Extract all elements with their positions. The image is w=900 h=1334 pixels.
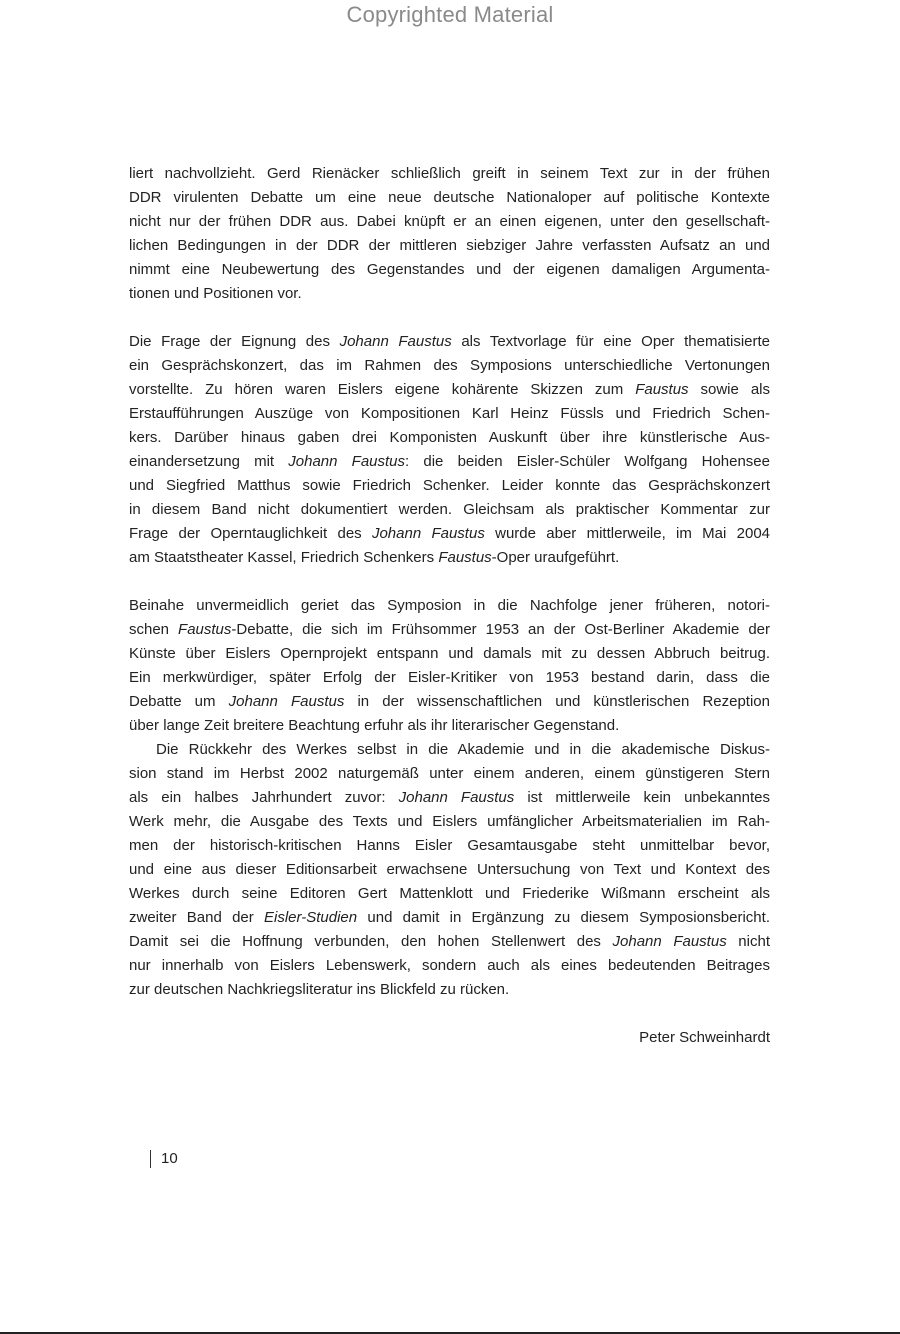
paragraph	[129, 594, 770, 738]
text-line: nicht nur der frühen DDR aus. Dabei knüpft er an einen eigenen, unter den gesellschaft-	[129, 213, 770, 230]
text-line: lichen Bedingungen in der DDR der mittleren siebziger Jahre verfassten Aufsatz an und	[129, 237, 770, 254]
text-line: vorstellte. Zu hören waren Eislers eigene kohärente Skizzen zum Faustus sowie als	[129, 381, 770, 398]
text-line: Ein merkwürdiger, später Erfolg der Eisler-Kritiker von 1953 bestand darin, dass die	[129, 669, 770, 686]
text-line: Werk mehr, die Ausgabe des Texts und Eislers umfänglicher Arbeitsmaterialien im Rah-	[129, 813, 770, 830]
folio-rule	[150, 1150, 151, 1168]
text-line: in diesem Band nicht dokumentiert werden. Gleichsam als praktischer Kommentar zur	[129, 501, 770, 518]
body-text	[129, 162, 770, 1002]
text-line: Erstaufführungen Auszüge von Kompositionen Karl Heinz Füssls und Friedrich Schen-	[129, 405, 770, 422]
text-line: nur innerhalb von Eislers Lebenswerk, sondern auch als eines bedeutenden Beitrages	[129, 957, 770, 974]
italic-title: Johann Faustus	[398, 789, 515, 806]
author-signature: Peter Schweinhardt	[639, 1029, 770, 1046]
text-line: und Siegfried Matthus sowie Friedrich Schenker. Leider konnte das Gesprächskonzert	[129, 477, 770, 494]
italic-title: Johann Faustus	[228, 693, 345, 710]
paragraph-gap	[129, 306, 770, 330]
text-line: kers. Darüber hinaus gaben drei Komponisten Auskunft über ihre künstlerische Aus-	[129, 429, 770, 446]
paragraph-gap	[129, 570, 770, 594]
paragraph	[129, 738, 770, 1002]
text-line: sion stand im Herbst 2002 naturgemäß unter einem anderen, einem günstigeren Stern	[129, 765, 770, 782]
text-line: und eine aus dieser Editionsarbeit erwachsene Untersuchung von Text und Kontext des	[129, 861, 770, 878]
italic-title: Johann Faustus	[371, 525, 485, 542]
page-footer	[150, 1147, 178, 1171]
text-line: men der historisch-kritischen Hanns Eisler Gesamtausgabe steht unmittelbar bevor,	[129, 837, 770, 854]
text-line: Damit sei die Hoffnung verbunden, den hohen Stellenwert des Johann Faustus nicht	[129, 933, 770, 950]
text-line: über lange Zeit breitere Beachtung erfuhr als ihr literarischer Gegenstand.	[129, 717, 620, 734]
text-line: zweiter Band der Eisler-Studien und damit in Ergänzung zu diesem Symposionsbericht.	[129, 909, 770, 926]
italic-title: Eisler-Studien	[264, 909, 358, 926]
paragraph	[129, 330, 770, 570]
text-line: liert nachvollzieht. Gerd Rienäcker schließlich greift in seinem Text zur in der frühen	[129, 165, 770, 182]
italic-title: Johann Faustus	[339, 333, 452, 350]
text-line: Die Rückkehr des Werkes selbst in die Akademie und in die akademische Diskus-	[156, 741, 770, 758]
text-line: Debatte um Johann Faustus in der wissenschaftlichen und künstlerischen Rezeption	[129, 693, 770, 710]
text-line: nimmt eine Neubewertung des Gegenstandes und der eigenen damaligen Argumenta-	[129, 261, 770, 278]
text-line: Werkes durch seine Editoren Gert Mattenklott und Friederike Wißmann erscheint als	[129, 885, 770, 902]
text-line: schen Faustus-Debatte, die sich im Frühsommer 1953 an der Ost-Berliner Akademie der	[129, 621, 770, 638]
copyright-watermark: Copyrighted Material	[346, 2, 554, 27]
text-line: Frage der Operntauglichkeit des Johann Faustus wurde aber mittlerweile, im Mai 2004	[129, 525, 770, 542]
text-line: DDR virulenten Debatte um eine neue deutsche Nationaloper auf politische Kontexte	[129, 189, 770, 206]
text-line: tionen und Positionen vor.	[129, 285, 302, 302]
text-line: einandersetzung mit Johann Faustus: die beiden Eisler-Schüler Wolfgang Hohensee	[129, 453, 770, 470]
text-line: Beinahe unvermeidlich geriet das Symposion in die Nachfolge jener früheren, notori-	[129, 597, 770, 614]
italic-title: Faustus	[635, 381, 689, 398]
italic-title: Faustus	[438, 549, 492, 566]
page-number: 10	[161, 1150, 178, 1167]
italic-title: Faustus	[178, 621, 232, 638]
italic-title: Johann Faustus	[288, 453, 406, 470]
text-line: als ein halbes Jahrhundert zuvor: Johann Faustus ist mittlerweile kein unbekanntes	[129, 789, 770, 806]
italic-title: Johann Faustus	[612, 933, 727, 950]
text-line: Die Frage der Eignung des Johann Faustus als Textvorlage für eine Oper thematisierte	[129, 333, 770, 350]
text-line: ein Gesprächskonzert, das im Rahmen des Symposions unterschiedliche Vertonungen	[129, 357, 770, 374]
paragraph	[129, 162, 770, 306]
text-line: zur deutschen Nachkriegsliteratur ins Blickfeld zu rücken.	[129, 981, 510, 998]
text-line: am Staatstheater Kassel, Friedrich Schenkers Faustus-Oper uraufgeführt.	[129, 549, 620, 566]
text-line: Künste über Eislers Opernprojekt entspann und damals mit zu dessen Abbruch beitrug.	[129, 645, 770, 662]
